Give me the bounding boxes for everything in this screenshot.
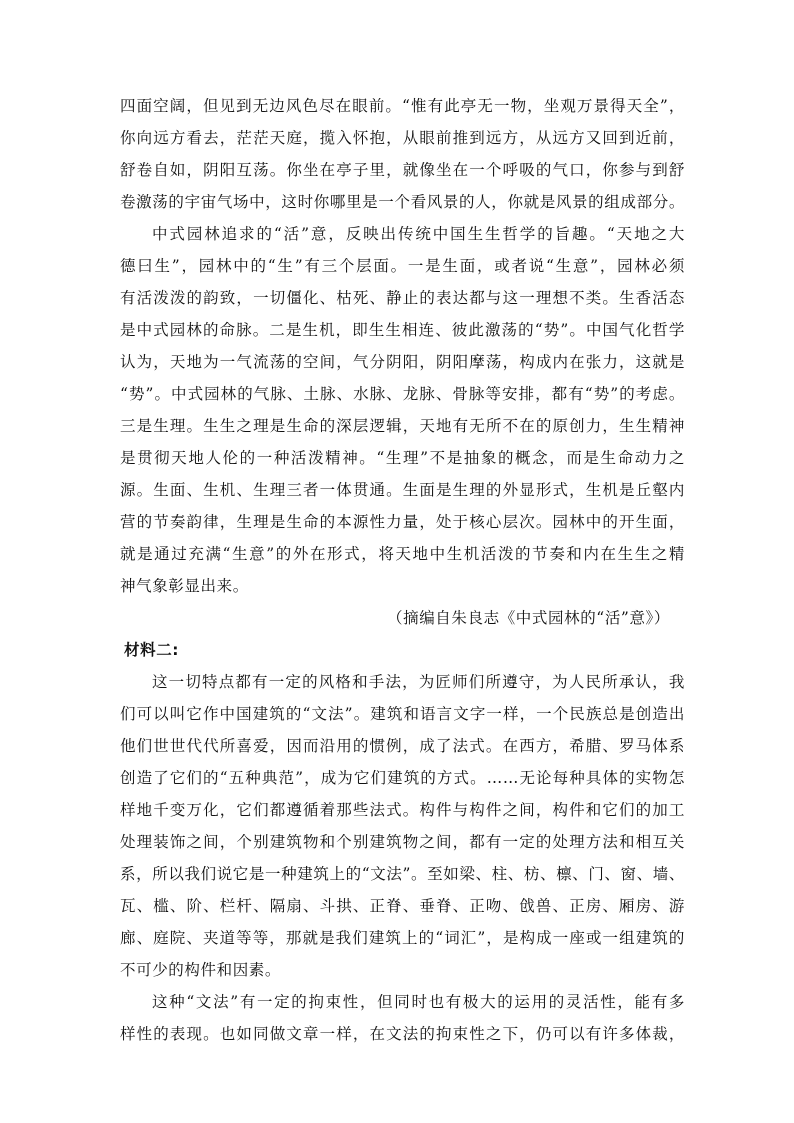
paragraph-line: 不可少的构件和因素。 [120, 961, 282, 979]
paragraph-line: 中式园林追求的“活”意，反映出传统中国生生哲学的旨趣。“天地之大 [152, 225, 685, 243]
paragraph-line: 创造了它们的“五种典范”，成为它们建筑的方式。……无论每种具体的实物怎 [120, 769, 685, 787]
paragraph-line: 样性的表现。也如同做文章一样，在文法的拘束性之下，仍可以有许多体裁， [120, 1025, 685, 1043]
paragraph-line: 系，所以我们说它是一种建筑上的“文法”。至如梁、柱、枋、檩、门、窗、墙、 [120, 865, 685, 883]
paragraph-line: 神气象彰显出来。 [120, 577, 249, 595]
paragraph-line: 是贯彻天地人伦的一种活泼精神。“生理”不是抽象的概念，而是生命动力之 [120, 449, 685, 467]
paragraph-line: 瓦、槛、阶、栏杆、隔扇、斗拱、正脊、垂脊、正吻、戗兽、正房、厢房、游 [120, 897, 685, 915]
section-heading: 材料二: [124, 641, 180, 659]
paragraph-line: 认为，天地为一气流荡的空间，气分阴阳，阴阳摩荡，构成内在张力，这就是 [120, 353, 685, 371]
paragraph-line: 四面空阔，但见到无边风色尽在眼前。“惟有此亭无一物，坐观万景得天全”， [120, 97, 685, 115]
paragraph-line: 德曰生”，园林中的“生”有三个层面。一是生面，或者说“生意”，园林必须 [120, 257, 685, 275]
paragraph-line: 是中式园林的命脉。二是生机，即生生相连、彼此激荡的“势”。中国气化哲学 [120, 321, 685, 339]
source-citation: （摘编自朱良志《中式园林的“活”意》） [387, 609, 670, 627]
paragraph-line: 舒卷自如，阴阳互荡。你坐在亭子里，就像坐在一个呼吸的气口，你参与到舒 [120, 161, 685, 179]
paragraph-line: 三是生理。生生之理是生命的深层逻辑，天地有无所不在的原创力，生生精神 [120, 417, 685, 435]
paragraph-line: 这一切特点都有一定的风格和手法，为匠师们所遵守，为人民所承认，我 [152, 673, 685, 691]
paragraph-line: 营的节奏韵律，生理是生命的本源性力量，处于核心层次。园林中的开生面， [120, 513, 685, 531]
paragraph-line: 这种“文法”有一定的拘束性，但同时也有极大的运用的灵活性，能有多 [152, 993, 685, 1011]
paragraph-line: “势”。中式园林的气脉、土脉、水脉、龙脉、骨脉等安排，都有“势”的考虑。 [120, 385, 685, 403]
paragraph-line: 们可以叫它作中国建筑的“文法”。建筑和语言文字一样，一个民族总是创造出 [120, 705, 685, 723]
paragraph-line: 他们世世代代所喜爱，因而沿用的惯例，成了法式。在西方，希腊、罗马体系 [120, 737, 685, 755]
paragraph-line: 廊、庭院、夹道等等，那就是我们建筑上的“词汇”，是构成一座或一组建筑的 [120, 929, 685, 947]
paragraph-line: 卷激荡的宇宙气场中，这时你哪里是一个看风景的人，你就是风景的组成部分。 [120, 193, 685, 211]
paragraph-line: 处理装饰之间，个别建筑物和个别建筑物之间，都有一定的处理方法和相互关 [120, 833, 685, 851]
paragraph-line: 就是通过充满“生意”的外在形式，将天地中生机活泼的节奏和内在生生之精 [120, 545, 685, 563]
paragraph-line: 你向远方看去，茫茫天庭，揽入怀抱，从眼前推到远方，从远方又回到近前， [120, 129, 685, 147]
paragraph-line: 源。生面、生机、生理三者一体贯通。生面是生理的外显形式，生机是丘壑内 [120, 481, 685, 499]
paragraph-line: 有活泼泼的韵致，一切僵化、枯死、静止的表达都与这一理想不类。生香活态 [120, 289, 685, 307]
paragraph-line: 样地千变万化，它们都遵循着那些法式。构件与构件之间，构件和它们的加工 [120, 801, 685, 819]
